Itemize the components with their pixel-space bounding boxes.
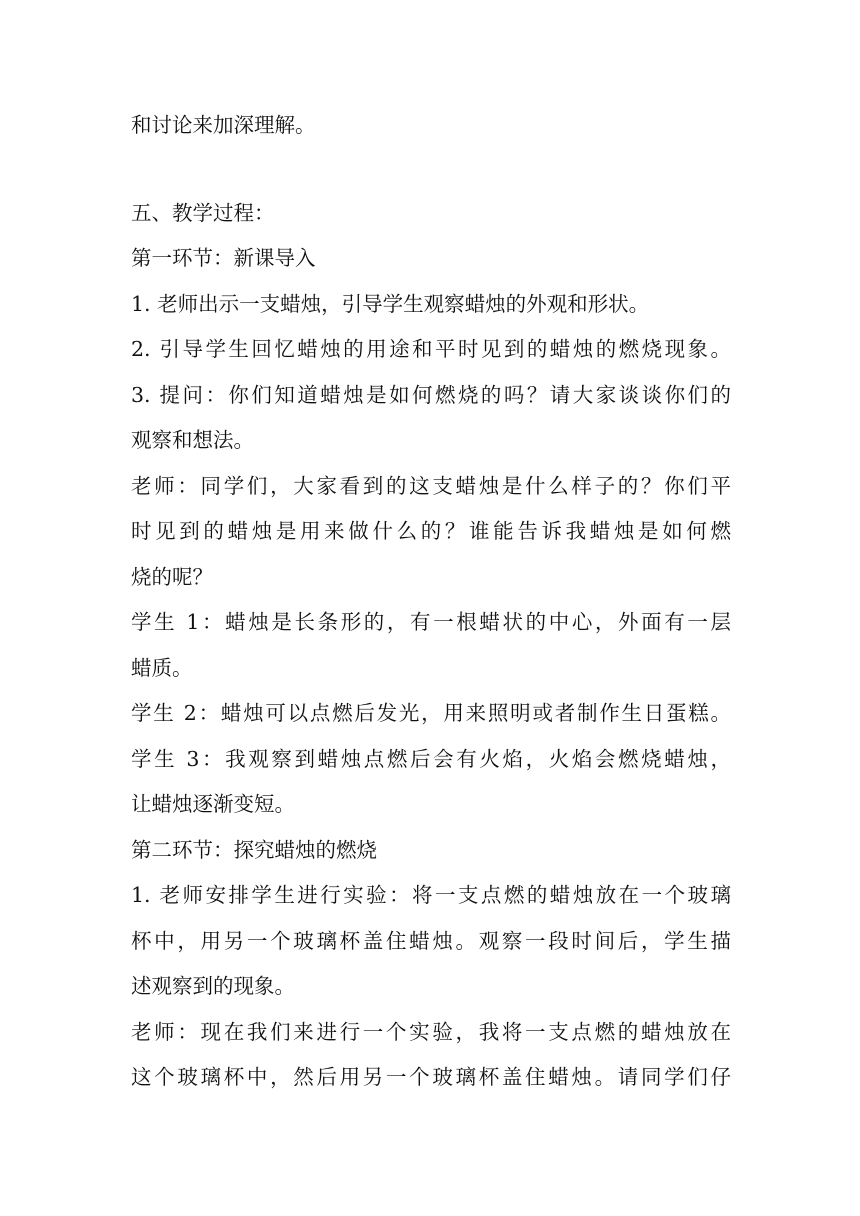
text-line: 和讨论来加深理解。: [131, 113, 316, 137]
text-line: 1. 老师出示一支蜡烛，引导学生观察蜡烛的外观和形状。: [131, 291, 650, 316]
text-line: 学生 2：蜡烛可以点燃后发光，用来照明或者制作生日蛋糕。: [131, 701, 731, 725]
text-line: 述观察到的现象。: [131, 974, 295, 998]
text-line: 2. 引导学生回忆蜡烛的用途和平时见到的蜡烛的燃烧现象。: [131, 337, 731, 361]
text-line: 学生 1：蜡烛是长条形的，有一根蜡状的中心，外面有一层: [131, 610, 731, 634]
text-line: 观察和想法。: [131, 428, 254, 452]
text-line: 杯中，用另一个玻璃杯盖住蜡烛。观察一段时间后，学生描: [131, 928, 731, 953]
text-line: 3. 提问：你们知道蜡烛是如何燃烧的吗？请大家谈谈你们的: [131, 382, 731, 407]
text-line: 让蜡烛逐渐变短。: [131, 792, 295, 816]
text-line: 烧的呢？: [131, 564, 213, 589]
text-line: 1. 老师安排学生进行实验：将一支点燃的蜡烛放在一个玻璃: [131, 883, 731, 907]
text-line: 老师：同学们，大家看到的这支蜡烛是什么样子的？你们平: [131, 473, 731, 498]
text-line: 五、教学过程：: [131, 200, 275, 225]
blank-line: [131, 149, 731, 191]
text-line: 老师：现在我们来进行一个实验，我将一支点燃的蜡烛放在: [131, 1019, 731, 1044]
text-line: 这个玻璃杯中，然后用另一个玻璃杯盖住蜡烛。请同学们仔: [131, 1065, 731, 1089]
text-line: 时见到的蜡烛是用来做什么的？谁能告诉我蜡烛是如何燃: [131, 519, 731, 543]
text-line: 蜡质。: [131, 655, 193, 680]
document-page: [131, 103, 731, 1101]
text-line: 第一环节：新课导入: [131, 246, 316, 270]
text-line: 学生 3：我观察到蜡烛点燃后会有火焰，火焰会燃烧蜡烛，: [131, 746, 731, 771]
text-line: 第二环节：探究蜡烛的燃烧: [131, 837, 377, 862]
